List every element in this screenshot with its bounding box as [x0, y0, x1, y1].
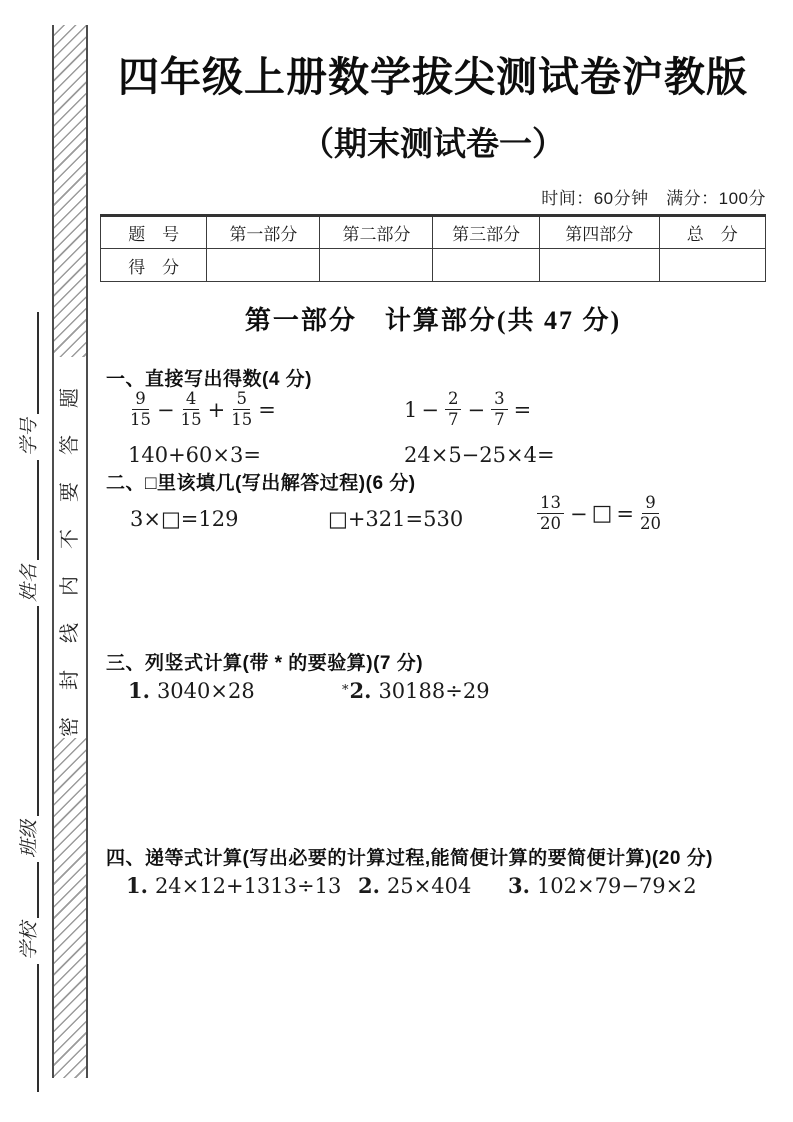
field-blank-line — [37, 312, 39, 414]
item-expression: 3040×28 — [156, 678, 255, 703]
q3-title: 三、列竖式计算(带 * 的要验算)(7 分) — [106, 653, 424, 674]
fraction: $\frac{5}{15}$ — [231, 389, 253, 430]
q1-title: 一、直接写出得数(4 分) — [106, 369, 313, 390]
field-blank-line — [37, 606, 39, 816]
item-number: 1. — [128, 678, 150, 703]
q1-expression-3: 140+60×3= — [128, 443, 261, 467]
page-subtitle: （期末测试卷一） — [301, 125, 565, 162]
page-title: 四年级上册数学拔尖测试卷沪教版 — [118, 54, 748, 100]
col-header-part3: 第三部分 — [433, 216, 539, 249]
operator: − — [157, 397, 175, 422]
seal-line-text: 密封线内不要答题 — [59, 361, 81, 737]
fraction: $\frac{4}{15}$ — [180, 389, 202, 430]
hatch-pattern-top — [54, 25, 86, 357]
item-number: 3. — [508, 873, 530, 898]
q3-item-1 — [128, 678, 255, 703]
field-blank-line — [37, 964, 39, 1092]
exam-meta: 时间：60分钟 满分：100分 — [541, 189, 766, 208]
item-expression: 24×12+1313÷13 — [154, 873, 342, 898]
fraction: $\frac{13}{20}$ — [537, 494, 564, 533]
q1-expression-4: 24×5−25×4= — [404, 443, 555, 467]
score-table-header-row — [101, 216, 766, 249]
q1-expression-1 — [128, 390, 280, 429]
q2-expression-2: □+321=530 — [328, 507, 464, 531]
edge-fields-strip — [14, 142, 44, 1092]
item-number: 2. — [358, 873, 380, 898]
score-cell — [659, 249, 765, 282]
blank-box: □ — [591, 501, 613, 527]
q4-item-3 — [508, 873, 697, 898]
item-expression: 25×404 — [386, 873, 472, 898]
q1-expression-2 — [404, 390, 535, 429]
q3-item-2 — [342, 678, 490, 703]
q4-item-1 — [126, 873, 341, 898]
q2-expression-1: 3×□=129 — [130, 507, 239, 531]
operator: − — [467, 397, 486, 422]
fraction: $\frac{3}{7}$ — [491, 390, 508, 429]
field-label-student-id: 学号 — [19, 417, 40, 456]
col-header-part4: 第四部分 — [539, 216, 659, 249]
equals-sign: = — [616, 501, 635, 526]
fraction: $\frac{2}{7}$ — [445, 390, 462, 429]
check-required-star: * — [342, 683, 349, 698]
item-expression: 30188÷29 — [378, 678, 490, 703]
score-cell — [433, 249, 539, 282]
score-cell — [207, 249, 320, 282]
q4-item-2 — [358, 873, 471, 898]
score-table — [100, 214, 766, 282]
operator: − — [421, 397, 439, 422]
fraction: $\frac{9}{20}$ — [640, 493, 662, 534]
operator: − — [570, 501, 588, 526]
field-label-class: 班级 — [19, 819, 40, 858]
row-label-score: 得 分 — [101, 249, 207, 282]
col-header-question-number: 题 号 — [101, 216, 207, 249]
part1-heading: 第一部分 计算部分(共 47 分) — [244, 306, 622, 335]
operator: + — [207, 397, 226, 422]
equals-sign: = — [513, 397, 532, 422]
score-table-score-row — [101, 249, 766, 282]
hatch-pattern-bottom — [54, 738, 86, 1078]
q2-title: 二、□里该填几(写出解答过程)(6 分) — [106, 473, 416, 494]
score-cell — [320, 249, 433, 282]
col-header-part1: 第一部分 — [207, 216, 320, 249]
q4-title: 四、递等式计算(写出必要的计算过程,能简便计算的要简便计算)(20 分) — [106, 848, 714, 869]
number: 1 — [404, 397, 418, 422]
field-blank-line — [37, 460, 39, 560]
field-label-school: 学校 — [19, 921, 40, 960]
field-blank-line — [37, 862, 39, 918]
score-cell — [539, 249, 659, 282]
item-number: 2. — [349, 678, 372, 703]
item-expression: 102×79−79×2 — [536, 873, 697, 898]
q2-expression-3 — [535, 494, 663, 533]
field-label-name: 姓名 — [19, 563, 40, 602]
col-header-total: 总 分 — [659, 216, 765, 249]
item-number: 1. — [126, 873, 148, 898]
fraction: $\frac{9}{15}$ — [130, 389, 151, 430]
equals-sign: = — [258, 397, 276, 422]
col-header-part2: 第二部分 — [320, 216, 433, 249]
